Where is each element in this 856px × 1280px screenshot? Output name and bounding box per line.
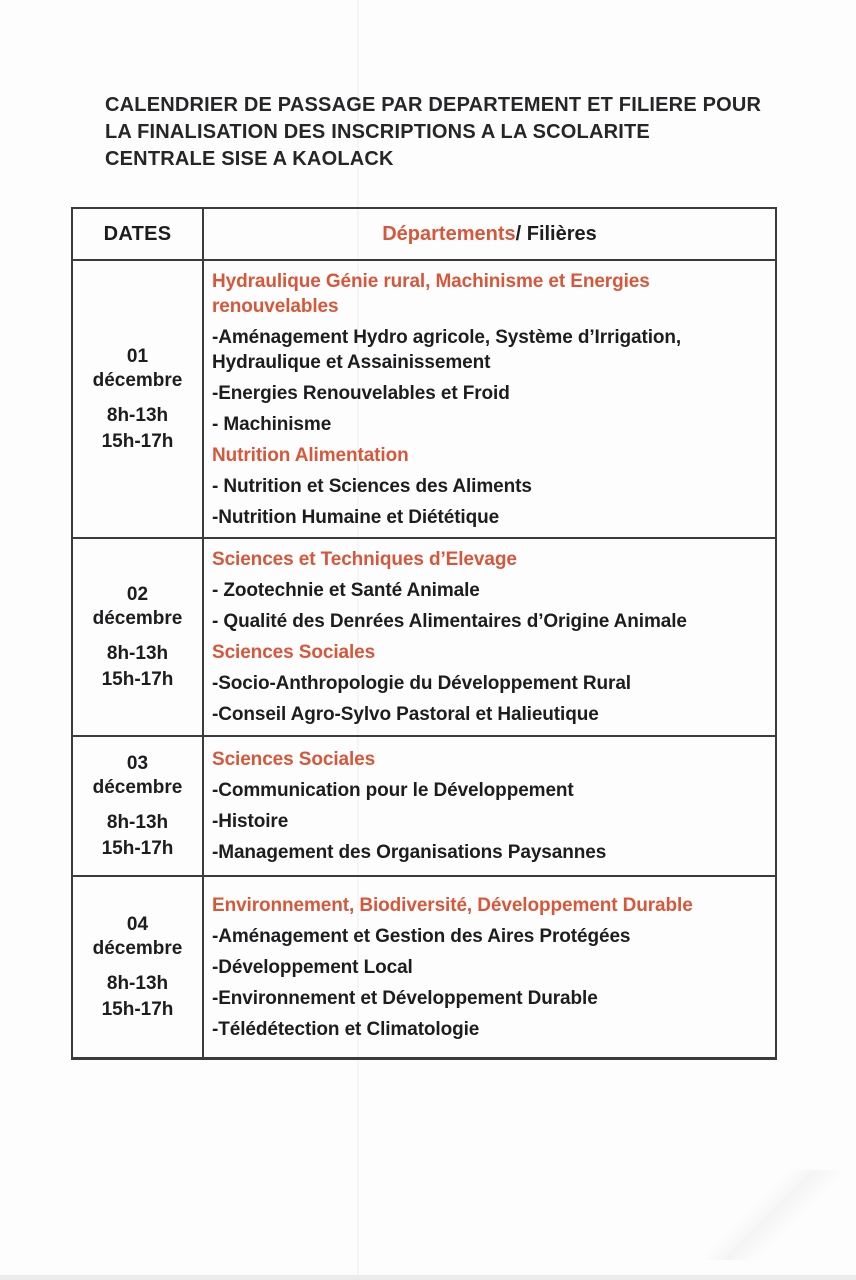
filiere-item: -Aménagement et Gestion des Aires Protégées: [212, 925, 631, 947]
date-time-afternoon: 15h-17h: [101, 668, 174, 690]
date-month: décembre: [92, 369, 183, 391]
dept-heading: Sciences Sociales: [212, 642, 376, 663]
filieres-cell: [204, 877, 775, 1057]
filiere-item: -Histoire: [212, 811, 289, 832]
dept-heading: Environnement, Biodiversité, Développement Durable: [212, 894, 693, 916]
date-day: 02: [126, 583, 149, 605]
filiere-item: - Nutrition et Sciences des Aliments: [212, 475, 532, 497]
dept-heading: Sciences et Techniques d’Elevage: [212, 549, 517, 570]
table-row-02-decembre: [73, 537, 775, 735]
filiere-item: -Aménagement Hydro agricole, Système d’Irrigation, Hydraulique et Assainissement: [212, 326, 682, 373]
filiere-item: -Conseil Agro-Sylvo Pastoral et Halieutique: [212, 704, 599, 725]
dept-heading: Hydraulique Génie rural, Machinisme et Energies renouvelables: [212, 270, 650, 317]
filieres-cell: [204, 539, 775, 735]
date-cell: [73, 877, 204, 1057]
document-title: [105, 92, 785, 173]
filieres-cell: [204, 261, 775, 537]
title-line-3: CENTRALE SISE A KAOLACK: [105, 148, 394, 170]
filiere-item: - Zootechnie et Santé Animale: [212, 580, 480, 601]
filiere-item: -Environnement et Développement Durable: [212, 987, 598, 1009]
header-departements-label: Départements: [382, 222, 516, 245]
filiere-item: - Machinisme: [212, 413, 332, 435]
date-time-morning: 8h-13h: [106, 972, 169, 994]
filiere-item: -Développement Local: [212, 956, 413, 978]
dept-heading: Nutrition Alimentation: [212, 444, 409, 466]
scan-bottom-edge: [0, 1275, 856, 1280]
date-cell: [73, 737, 204, 875]
header-dates: DATES: [73, 209, 204, 259]
filiere-item: -Télédétection et Climatologie: [212, 1018, 480, 1040]
date-month: décembre: [92, 937, 183, 959]
schedule-table: [71, 207, 777, 1060]
table-row-04-decembre: [73, 875, 775, 1057]
filiere-item: - Qualité des Denrées Alimentaires d’Origine Animale: [212, 611, 687, 632]
date-day: 01: [126, 345, 149, 367]
date-month: décembre: [92, 776, 183, 798]
filieres-cell: [204, 737, 775, 875]
date-month: décembre: [92, 607, 183, 629]
date-day: 03: [126, 752, 149, 774]
filiere-item: -Management des Organisations Paysannes: [212, 842, 607, 863]
dept-heading: Sciences Sociales: [212, 749, 376, 770]
date-time-afternoon: 15h-17h: [101, 837, 174, 859]
date-day: 04: [126, 913, 149, 935]
filiere-item: -Communication pour le Développement: [212, 780, 574, 801]
title-line-1: CALENDRIER DE PASSAGE PAR DEPARTEMENT ET FILIERE POUR: [105, 94, 762, 116]
date-time-morning: 8h-13h: [106, 811, 169, 833]
filiere-item: -Socio-Anthropologie du Développement Rural: [212, 673, 631, 694]
filiere-item: -Energies Renouvelables et Froid: [212, 382, 510, 404]
date-time-afternoon: 15h-17h: [101, 430, 174, 452]
table-row-01-decembre: [73, 259, 775, 537]
title-line-2: LA FINALISATION DES INSCRIPTIONS A LA SCOLARITE: [105, 121, 650, 143]
header-departements-filieres: [204, 209, 775, 259]
filiere-item: -Nutrition Humaine et Diététique: [212, 506, 500, 528]
date-time-morning: 8h-13h: [106, 404, 169, 426]
scan-smudge: [686, 1170, 856, 1260]
header-filieres-label: / Filières: [515, 222, 597, 245]
date-time-morning: 8h-13h: [106, 642, 169, 664]
table-header-row: [73, 209, 775, 259]
date-time-afternoon: 15h-17h: [101, 998, 174, 1020]
date-cell: [73, 261, 204, 537]
table-row-03-decembre: [73, 735, 775, 875]
date-cell: [73, 539, 204, 735]
